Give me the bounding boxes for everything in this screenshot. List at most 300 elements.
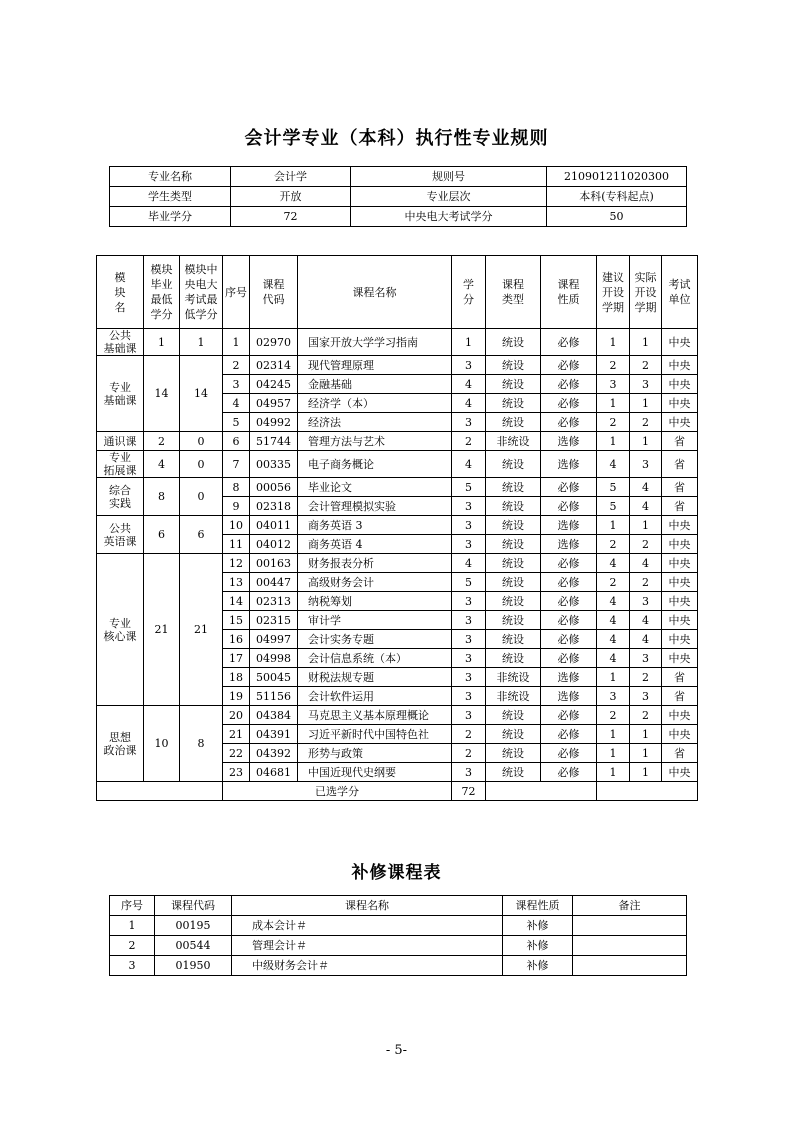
info-field-value: 72 — [231, 207, 351, 227]
header-exam-credit: 模块中 央电大 考试最 低学分 — [180, 256, 223, 329]
course-row — [97, 516, 698, 535]
actual-term: 2 — [630, 668, 662, 687]
course-nature: 必修 — [541, 592, 597, 611]
supplement-row — [110, 936, 687, 956]
total-blank-left — [97, 782, 223, 801]
total-blank-right — [597, 782, 698, 801]
seq: 1 — [223, 329, 250, 356]
course-name: 经济法 — [298, 413, 452, 432]
supp-course-name: 成本会计＃ — [232, 916, 503, 936]
actual-term: 1 — [630, 725, 662, 744]
module-exam-credit: 14 — [180, 356, 223, 432]
course-name: 财税法规专题 — [298, 668, 452, 687]
credit: 2 — [452, 432, 486, 451]
course-nature: 必修 — [541, 394, 597, 413]
actual-term: 1 — [630, 744, 662, 763]
info-field-label: 学生类型 — [110, 187, 231, 207]
header-credit: 学 分 — [452, 256, 486, 329]
credit: 2 — [452, 725, 486, 744]
suggested-term: 1 — [597, 516, 630, 535]
course-nature: 必修 — [541, 725, 597, 744]
header-exam-unit: 考试 单位 — [662, 256, 698, 329]
course-nature: 选修 — [541, 516, 597, 535]
module-name: 专业 基础课 — [97, 356, 144, 432]
suggested-term: 1 — [597, 329, 630, 356]
actual-term: 3 — [630, 375, 662, 394]
course-nature: 必修 — [541, 573, 597, 592]
header-suggest-term: 建议 开设 学期 — [597, 256, 630, 329]
supplement-row — [110, 956, 687, 976]
credit: 2 — [452, 744, 486, 763]
suggested-term: 2 — [597, 573, 630, 592]
seq: 22 — [223, 744, 250, 763]
course-nature: 选修 — [541, 535, 597, 554]
course-code: 00163 — [250, 554, 298, 573]
credit: 3 — [452, 630, 486, 649]
suggested-term: 2 — [597, 413, 630, 432]
info-field-value: 开放 — [231, 187, 351, 207]
course-nature: 必修 — [541, 744, 597, 763]
course-nature: 必修 — [541, 356, 597, 375]
suggested-term: 1 — [597, 668, 630, 687]
course-name: 中国近现代史纲要 — [298, 763, 452, 782]
actual-term: 1 — [630, 432, 662, 451]
seq: 15 — [223, 611, 250, 630]
supp-remark — [573, 936, 687, 956]
credit: 3 — [452, 497, 486, 516]
suggested-term: 4 — [597, 611, 630, 630]
supp-course-nature: 补修 — [503, 936, 573, 956]
course-code: 04998 — [250, 649, 298, 668]
actual-term: 3 — [630, 451, 662, 478]
supp-header-remark: 备注 — [573, 896, 687, 916]
actual-term: 1 — [630, 329, 662, 356]
supplement-table — [109, 895, 687, 976]
suggested-term: 4 — [597, 554, 630, 573]
info-row — [110, 187, 687, 207]
credit: 5 — [452, 573, 486, 592]
course-code: 00447 — [250, 573, 298, 592]
suggested-term: 2 — [597, 706, 630, 725]
exam-unit: 中央 — [662, 763, 698, 782]
credit: 3 — [452, 611, 486, 630]
suggested-term: 2 — [597, 356, 630, 375]
course-code: 02313 — [250, 592, 298, 611]
course-name: 商务英语 4 — [298, 535, 452, 554]
credit: 3 — [452, 535, 486, 554]
course-table — [96, 255, 698, 801]
course-type: 统设 — [486, 725, 541, 744]
module-name: 通识课 — [97, 432, 144, 451]
course-type: 统设 — [486, 375, 541, 394]
exam-unit: 省 — [662, 744, 698, 763]
course-name: 会计信息系统（本） — [298, 649, 452, 668]
exam-unit: 省 — [662, 478, 698, 497]
credit: 3 — [452, 763, 486, 782]
course-code: 51156 — [250, 687, 298, 706]
credit: 3 — [452, 649, 486, 668]
actual-term: 4 — [630, 497, 662, 516]
actual-term: 2 — [630, 413, 662, 432]
actual-term: 2 — [630, 356, 662, 375]
module-name: 综合 实践 — [97, 478, 144, 516]
course-name: 高级财务会计 — [298, 573, 452, 592]
course-type: 统设 — [486, 611, 541, 630]
course-code: 04012 — [250, 535, 298, 554]
program-info-table — [109, 166, 687, 227]
module-grad-credit: 10 — [144, 706, 180, 782]
module-name: 公共 英语课 — [97, 516, 144, 554]
suggested-term: 4 — [597, 649, 630, 668]
credit: 3 — [452, 592, 486, 611]
course-code: 04681 — [250, 763, 298, 782]
course-row — [97, 432, 698, 451]
info-field-value: 210901211020300 — [547, 167, 687, 187]
seq: 21 — [223, 725, 250, 744]
course-row — [97, 329, 698, 356]
supp-course-code: 00544 — [155, 936, 232, 956]
course-name: 毕业论文 — [298, 478, 452, 497]
page-title: 会计学专业（本科）执行性专业规则 — [244, 128, 549, 149]
seq: 13 — [223, 573, 250, 592]
course-row — [97, 554, 698, 573]
supp-course-name: 管理会计＃ — [232, 936, 503, 956]
supp-course-name: 中级财务会计＃ — [232, 956, 503, 976]
supp-remark — [573, 956, 687, 976]
info-field-label: 专业名称 — [110, 167, 231, 187]
seq: 19 — [223, 687, 250, 706]
course-nature: 必修 — [541, 611, 597, 630]
header-nature: 课程 性质 — [541, 256, 597, 329]
course-name: 现代管理原理 — [298, 356, 452, 375]
actual-term: 4 — [630, 478, 662, 497]
credit: 4 — [452, 451, 486, 478]
course-code: 04391 — [250, 725, 298, 744]
seq: 6 — [223, 432, 250, 451]
course-nature: 选修 — [541, 668, 597, 687]
exam-unit: 中央 — [662, 394, 698, 413]
seq: 2 — [223, 356, 250, 375]
course-nature: 必修 — [541, 497, 597, 516]
seq: 17 — [223, 649, 250, 668]
course-nature: 必修 — [541, 706, 597, 725]
exam-unit: 中央 — [662, 356, 698, 375]
supp-header-course-nature: 课程性质 — [503, 896, 573, 916]
info-field-label: 规则号 — [351, 167, 547, 187]
course-type: 非统设 — [486, 432, 541, 451]
course-row — [97, 706, 698, 725]
course-code: 04997 — [250, 630, 298, 649]
seq: 8 — [223, 478, 250, 497]
supp-course-code: 01950 — [155, 956, 232, 976]
header-grad-credit: 模块 毕业 最低 学分 — [144, 256, 180, 329]
actual-term: 4 — [630, 554, 662, 573]
seq: 5 — [223, 413, 250, 432]
seq: 10 — [223, 516, 250, 535]
course-name: 国家开放大学学习指南 — [298, 329, 452, 356]
course-code: 04957 — [250, 394, 298, 413]
exam-unit: 中央 — [662, 630, 698, 649]
total-label: 已选学分 — [223, 782, 452, 801]
seq: 7 — [223, 451, 250, 478]
course-type: 统设 — [486, 554, 541, 573]
credit: 3 — [452, 687, 486, 706]
course-type: 统设 — [486, 356, 541, 375]
course-code: 04992 — [250, 413, 298, 432]
header-actual-term: 实际 开设 学期 — [630, 256, 662, 329]
exam-unit: 中央 — [662, 535, 698, 554]
course-nature: 必修 — [541, 763, 597, 782]
course-type: 统设 — [486, 451, 541, 478]
supp-seq: 2 — [110, 936, 155, 956]
module-grad-credit: 1 — [144, 329, 180, 356]
supp-course-nature: 补修 — [503, 956, 573, 976]
suggested-term: 1 — [597, 744, 630, 763]
course-name: 电子商务概论 — [298, 451, 452, 478]
credit: 1 — [452, 329, 486, 356]
course-type: 非统设 — [486, 668, 541, 687]
course-table-header — [97, 256, 698, 329]
supp-course-nature: 补修 — [503, 916, 573, 936]
exam-unit: 中央 — [662, 725, 698, 744]
actual-term: 4 — [630, 611, 662, 630]
course-name: 会计实务专题 — [298, 630, 452, 649]
course-code: 02315 — [250, 611, 298, 630]
exam-unit: 省 — [662, 497, 698, 516]
exam-unit: 中央 — [662, 329, 698, 356]
course-code: 02318 — [250, 497, 298, 516]
exam-unit: 中央 — [662, 554, 698, 573]
course-type: 统设 — [486, 497, 541, 516]
supp-remark — [573, 916, 687, 936]
actual-term: 1 — [630, 763, 662, 782]
suggested-term: 4 — [597, 592, 630, 611]
supp-header-seq: 序号 — [110, 896, 155, 916]
module-name: 专业 拓展课 — [97, 451, 144, 478]
course-type: 统设 — [486, 394, 541, 413]
total-blank-mid — [486, 782, 597, 801]
module-grad-credit: 2 — [144, 432, 180, 451]
supp-seq: 3 — [110, 956, 155, 976]
credit: 4 — [452, 375, 486, 394]
course-type: 统设 — [486, 763, 541, 782]
module-grad-credit: 6 — [144, 516, 180, 554]
module-name: 思想 政治课 — [97, 706, 144, 782]
total-row — [97, 782, 698, 801]
course-code: 02970 — [250, 329, 298, 356]
course-name: 会计管理模拟实验 — [298, 497, 452, 516]
course-nature: 必修 — [541, 478, 597, 497]
course-type: 统设 — [486, 573, 541, 592]
supplement-header — [110, 896, 687, 916]
course-code: 04011 — [250, 516, 298, 535]
supplement-title: 补修课程表 — [351, 863, 442, 883]
supp-course-code: 00195 — [155, 916, 232, 936]
info-field-value: 50 — [547, 207, 687, 227]
course-type: 统设 — [486, 630, 541, 649]
course-nature: 必修 — [541, 329, 597, 356]
actual-term: 3 — [630, 592, 662, 611]
course-type: 统设 — [486, 592, 541, 611]
suggested-term: 4 — [597, 451, 630, 478]
credit: 3 — [452, 668, 486, 687]
seq: 23 — [223, 763, 250, 782]
supp-seq: 1 — [110, 916, 155, 936]
supplement-row — [110, 916, 687, 936]
credit: 4 — [452, 554, 486, 573]
course-name: 会计软件运用 — [298, 687, 452, 706]
actual-term: 1 — [630, 394, 662, 413]
info-field-label: 专业层次 — [351, 187, 547, 207]
course-name: 习近平新时代中国特色社 — [298, 725, 452, 744]
exam-unit: 中央 — [662, 611, 698, 630]
course-nature: 必修 — [541, 649, 597, 668]
course-type: 统设 — [486, 744, 541, 763]
module-exam-credit: 0 — [180, 451, 223, 478]
exam-unit: 中央 — [662, 592, 698, 611]
supp-header-course-code: 课程代码 — [155, 896, 232, 916]
suggested-term: 3 — [597, 687, 630, 706]
exam-unit: 中央 — [662, 375, 698, 394]
suggested-term: 5 — [597, 497, 630, 516]
course-code: 00056 — [250, 478, 298, 497]
credit: 3 — [452, 516, 486, 535]
module-name: 专业 核心课 — [97, 554, 144, 706]
header-seq: 序号 — [223, 256, 250, 329]
course-type: 统设 — [486, 516, 541, 535]
module-grad-credit: 4 — [144, 451, 180, 478]
suggested-term: 2 — [597, 535, 630, 554]
course-nature: 选修 — [541, 432, 597, 451]
seq: 18 — [223, 668, 250, 687]
course-type: 统设 — [486, 535, 541, 554]
exam-unit: 省 — [662, 432, 698, 451]
course-name: 财务报表分析 — [298, 554, 452, 573]
module-exam-credit: 6 — [180, 516, 223, 554]
exam-unit: 省 — [662, 451, 698, 478]
credit: 4 — [452, 394, 486, 413]
info-field-label: 毕业学分 — [110, 207, 231, 227]
course-code: 04384 — [250, 706, 298, 725]
course-code: 51744 — [250, 432, 298, 451]
credit: 5 — [452, 478, 486, 497]
seq: 11 — [223, 535, 250, 554]
actual-term: 2 — [630, 535, 662, 554]
seq: 4 — [223, 394, 250, 413]
course-type: 统设 — [486, 413, 541, 432]
course-name: 纳税筹划 — [298, 592, 452, 611]
suggested-term: 4 — [597, 630, 630, 649]
module-exam-credit: 8 — [180, 706, 223, 782]
course-nature: 选修 — [541, 687, 597, 706]
credit: 3 — [452, 706, 486, 725]
course-name: 形势与政策 — [298, 744, 452, 763]
course-name: 商务英语 3 — [298, 516, 452, 535]
module-exam-credit: 21 — [180, 554, 223, 706]
exam-unit: 中央 — [662, 573, 698, 592]
exam-unit: 中央 — [662, 413, 698, 432]
total-credit: 72 — [452, 782, 486, 801]
page-number: - 5- — [385, 1043, 408, 1058]
seq: 12 — [223, 554, 250, 573]
course-type: 统设 — [486, 329, 541, 356]
supp-header-course-name: 课程名称 — [232, 896, 503, 916]
actual-term: 2 — [630, 573, 662, 592]
course-type: 非统设 — [486, 687, 541, 706]
course-name: 马克思主义基本原理概论 — [298, 706, 452, 725]
header-code: 课程 代码 — [250, 256, 298, 329]
suggested-term: 1 — [597, 763, 630, 782]
exam-unit: 省 — [662, 687, 698, 706]
info-row — [110, 167, 687, 187]
module-exam-credit: 0 — [180, 478, 223, 516]
info-field-value: 会计学 — [231, 167, 351, 187]
course-row — [97, 356, 698, 375]
credit: 3 — [452, 356, 486, 375]
info-field-value: 本科(专科起点) — [547, 187, 687, 207]
seq: 20 — [223, 706, 250, 725]
exam-unit: 中央 — [662, 706, 698, 725]
header-name: 课程名称 — [298, 256, 452, 329]
course-type: 统设 — [486, 706, 541, 725]
suggested-term: 1 — [597, 394, 630, 413]
course-nature: 必修 — [541, 554, 597, 573]
info-field-label: 中央电大考试学分 — [351, 207, 547, 227]
course-nature: 必修 — [541, 413, 597, 432]
course-code: 00335 — [250, 451, 298, 478]
seq: 9 — [223, 497, 250, 516]
module-exam-credit: 0 — [180, 432, 223, 451]
module-name: 公共 基础课 — [97, 329, 144, 356]
header-type: 课程 类型 — [486, 256, 541, 329]
actual-term: 3 — [630, 649, 662, 668]
course-row — [97, 451, 698, 478]
course-name: 管理方法与艺术 — [298, 432, 452, 451]
actual-term: 2 — [630, 706, 662, 725]
seq: 14 — [223, 592, 250, 611]
suggested-term: 5 — [597, 478, 630, 497]
course-code: 04245 — [250, 375, 298, 394]
header-module: 模 块 名 — [97, 256, 144, 329]
actual-term: 1 — [630, 516, 662, 535]
course-nature: 选修 — [541, 451, 597, 478]
course-code: 04392 — [250, 744, 298, 763]
exam-unit: 省 — [662, 668, 698, 687]
course-code: 02314 — [250, 356, 298, 375]
suggested-term: 1 — [597, 725, 630, 744]
course-code: 50045 — [250, 668, 298, 687]
info-row — [110, 207, 687, 227]
course-name: 经济学（本） — [298, 394, 452, 413]
module-grad-credit: 21 — [144, 554, 180, 706]
credit: 3 — [452, 413, 486, 432]
course-type: 统设 — [486, 649, 541, 668]
course-name: 审计学 — [298, 611, 452, 630]
course-row — [97, 478, 698, 497]
course-nature: 必修 — [541, 630, 597, 649]
suggested-term: 3 — [597, 375, 630, 394]
seq: 16 — [223, 630, 250, 649]
suggested-term: 1 — [597, 432, 630, 451]
actual-term: 4 — [630, 630, 662, 649]
exam-unit: 中央 — [662, 649, 698, 668]
actual-term: 3 — [630, 687, 662, 706]
exam-unit: 中央 — [662, 516, 698, 535]
course-nature: 必修 — [541, 375, 597, 394]
module-grad-credit: 14 — [144, 356, 180, 432]
seq: 3 — [223, 375, 250, 394]
module-grad-credit: 8 — [144, 478, 180, 516]
